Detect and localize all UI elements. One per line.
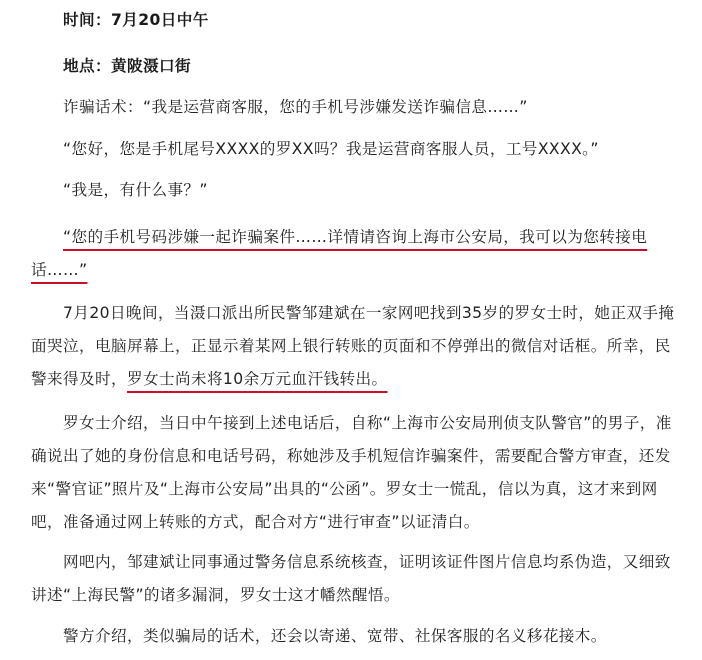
dialogue-line: “您好，您是手机尾号XXXX的罗XX吗？我是运营商客服人员，工号XXXX。”: [63, 140, 599, 158]
paragraph: 网吧内，邹建斌让同事通过警务信息系统核查，证明该证件图片信息均系伪造，又细致讲述“上海民警”的诸多漏洞，罗女士这才幡然醒悟。: [31, 553, 671, 604]
underlined-text: 罗女士尚未将10余万元血汗钱转出。: [126, 370, 388, 388]
paragraph: 警方介绍，类似骗局的话术，还会以寄递、宽带、社保客服的名义移花接木。: [63, 627, 607, 645]
time-heading: 时间：7月20日中午: [63, 11, 209, 29]
underlined-text: “您的手机号码涉嫌一起诈骗案件……详情请咨询上海市公安局，我可以为您转接电话……”: [31, 228, 648, 279]
place-heading: 地点：黄陂滠口街: [63, 57, 191, 75]
paragraph: [31, 297, 683, 396]
paragraph: 罗女士介绍，当日中午接到上述电话后，自称“上海市公安局刑侦支队警官”的男子，准确说出了她的身份信息和电话号码，称她涉及手机短信诈骗案件，需要配合警方审查，还发来“警官证”照片及“上海市公安局”出具的“公函”。罗女士一慌乱，信以为真，这才来到网吧，准备通过网上转账的方式，配合对方“进行审查”以证清白。: [31, 414, 672, 531]
dialogue-line-underlined: [31, 221, 683, 287]
scam-script-intro: 诈骗话术：“我是运营商客服，您的手机号涉嫌发送诈骗信息……”: [63, 98, 528, 116]
dialogue-line: “我是，有什么事？”: [63, 181, 208, 199]
paragraph-text: 7月20日晚间，当滠口派出所民警邹建斌在一家网吧找到35岁的罗女士时，她正双手掩面哭泣，电脑屏幕上，正显示着某网上银行转账的页面和不停弹出的微信对话框。所幸，民警来得及时，: [31, 304, 675, 388]
